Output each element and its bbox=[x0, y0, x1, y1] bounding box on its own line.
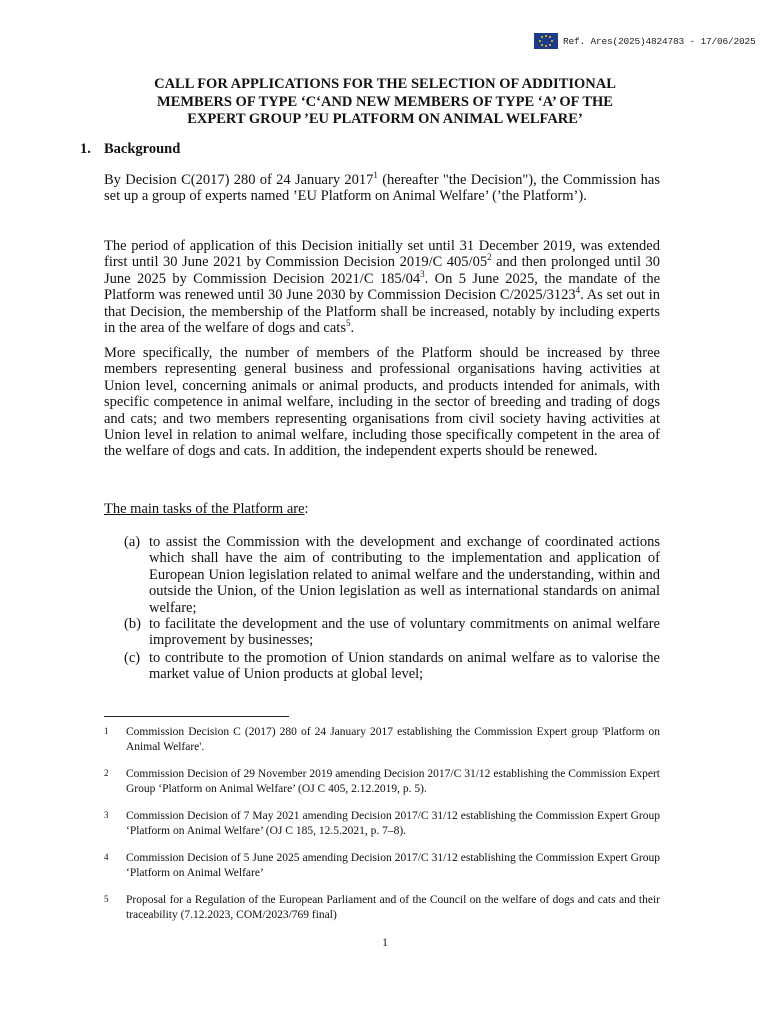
footnote-3: 3 Commission Decision of 7 May 2021 amending Decision 2017/C 31/12 establishing the Commission Expert Group ‘Platform on Animal Welfare’ (OJ C 185, 12.5.2021, p. 7–8). bbox=[104, 810, 660, 837]
task-item: (a) to assist the Commission with the development and exchange of coordinated actions which shall have the aim of contributing to the implementation and application of European Union legislation related to animal welfare and the understanding, within and outside the Union, of the Union legislation as well as international standards on animal welfare; bbox=[124, 534, 660, 616]
footnote-separator bbox=[104, 716, 289, 717]
task-item: (b) to facilitate the development and the use of voluntary commitments on animal welfare improvement by businesses; bbox=[124, 616, 660, 649]
document-title bbox=[0, 76, 770, 129]
footnote-ref-5[interactable]: 5 bbox=[345, 318, 351, 329]
footnote-4: 4 Commission Decision of 5 June 2025 amending Decision 2017/C 31/12 establishing the Commission Expert Group ‘Platform on Animal Welfare’ bbox=[104, 852, 660, 879]
paragraph-3: More specifically, the number of members of the Platform should be increased by three members representing general business and professional organisations having activities at Union level, concerning animals or animal products, and products intended for animals, with specific competence in animal welfare, including in the sector of breeding and trading of dogs and cats; and two members representing organisations from civil society having activities at Union level in relation to animal welfare, including those specifically competent in the area of the welfare of dogs and cats. In addition, the independent experts should be renewed. bbox=[104, 345, 660, 460]
footnote-2: 2 Commission Decision of 29 November 2019 amending Decision 2017/C 31/12 establishing the Commission Expert Group ‘Platform on Animal Welfare’ (OJ C 405, 2.12.2019, p. 5). bbox=[104, 768, 660, 795]
footnote-1: 1 Commission Decision C (2017) 280 of 24 January 2017 establishing the Commission Expert group 'Platform on Animal Welfare'. bbox=[104, 726, 660, 753]
footnote-ref-4[interactable]: 4 bbox=[575, 285, 581, 296]
title-line-3: EXPERT GROUP ’EU PLATFORM ON ANIMAL WELFARE’ bbox=[187, 111, 583, 127]
footnote-ref-2[interactable]: 2 bbox=[487, 252, 492, 263]
section-heading bbox=[80, 141, 180, 158]
document-reference bbox=[534, 33, 756, 49]
footnote-ref-1[interactable]: 1 bbox=[373, 170, 378, 181]
section-number: 1. bbox=[80, 141, 91, 157]
paragraph-1: By Decision C(2017) 280 of 24 January 2017$^1$ (hereafter "the Decision"), the Commission has set up a group of experts named ’EU Platform on Animal Welfare’ (’the Platform’). bbox=[104, 170, 661, 205]
paragraph-2: The period of application of this Decision initially set until 31 December 2019, was extended first until 30 June 2021 by Commission Decision 2019/C $405/05^2$ and then prolonged until 30 June 2025 by Commission Decision 2021/C $185/04^3$. On 5 June 2025, the mandate of the Platform was renewed until 30 June 2030 by Commission Decision C/2025/3123$^4$. As set out in that Decision, the membership of the Platform shall be increased, notably by including experts in the area of the welfare of dogs and cats$^5$. bbox=[104, 238, 661, 337]
footnote-ref-3[interactable]: 3 bbox=[420, 268, 425, 279]
section-title: Background bbox=[104, 141, 181, 157]
title-line-2: MEMBERS OF TYPE ‘C‘AND NEW MEMBERS OF TYPE ‘A’ OF THE bbox=[157, 93, 613, 110]
eu-flag-icon bbox=[534, 33, 558, 49]
task-item: (c) to contribute to the promotion of Union standards on animal welfare as to valorise the market value of Union products at global level; bbox=[124, 650, 660, 683]
tasks-heading: The main tasks of the Platform are: bbox=[104, 501, 309, 517]
reference-text: Ref. Ares(2025)4824783 - 17/06/2025 bbox=[563, 35, 756, 47]
page-number: 1 bbox=[382, 937, 388, 949]
footnote-5: 5 Proposal for a Regulation of the European Parliament and of the Council on the welfare of dogs and cats and their traceability (7.12.2023, COM/2023/769 final) bbox=[104, 894, 660, 921]
title-line-1: CALL FOR APPLICATIONS FOR THE SELECTION OF ADDITIONAL bbox=[154, 76, 616, 92]
